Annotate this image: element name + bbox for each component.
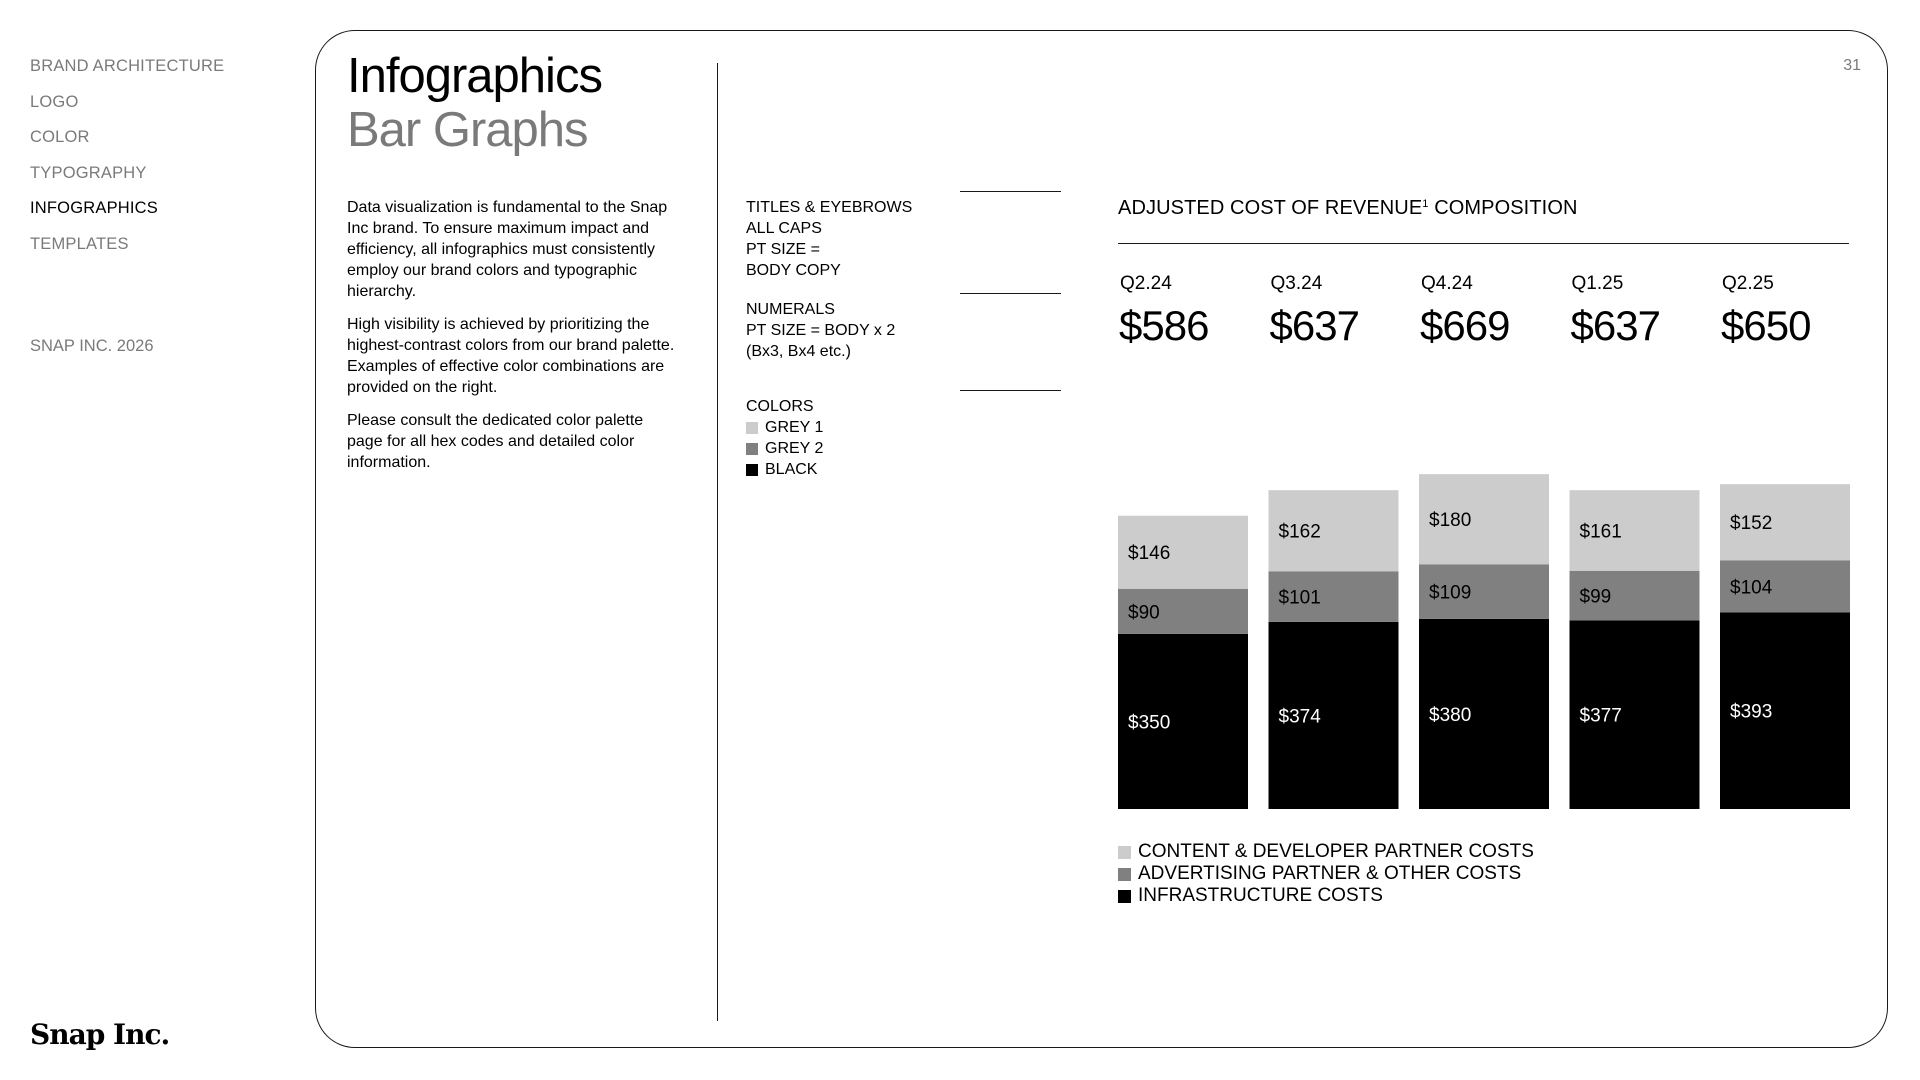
quarter-label: Q2.24 xyxy=(1120,273,1172,294)
legend-label: ADVERTISING PARTNER & OTHER COSTS xyxy=(1138,863,1522,884)
legend-swatch xyxy=(1118,846,1131,859)
legend-item xyxy=(1118,841,1534,863)
sidebar-item-typography[interactable]: TYPOGRAPHY xyxy=(30,163,147,182)
note-line: BODY COPY xyxy=(746,262,841,279)
sidebar-item-infographics[interactable]: INFOGRAPHICS xyxy=(30,199,158,217)
bar-data-label: $393 xyxy=(1730,701,1773,723)
sidebar-item-templates[interactable]: TEMPLATES xyxy=(30,234,129,253)
bar-data-label: $162 xyxy=(1278,521,1321,543)
sidebar-item-logo[interactable]: LOGO xyxy=(30,92,79,111)
quarter-label: Q4.24 xyxy=(1421,273,1473,294)
total-value: $669 xyxy=(1420,302,1510,349)
bar-data-label: $101 xyxy=(1278,587,1321,609)
total-value: $650 xyxy=(1721,302,1811,349)
total-value: $586 xyxy=(1119,302,1209,349)
bar-data-label: $109 xyxy=(1429,582,1472,604)
bar-data-label: $350 xyxy=(1128,712,1171,734)
legend-swatch xyxy=(1118,890,1131,903)
chart-title-text: ADJUSTED COST OF REVENUE xyxy=(1118,197,1423,219)
snap-inc-logo: Snap Inc. xyxy=(30,1018,170,1051)
legend-swatch xyxy=(1118,868,1131,881)
stacked-bar-chart xyxy=(316,31,1886,1046)
note-line: TITLES & EYEBROWS xyxy=(746,199,913,216)
sidebar-item-brand-architecture[interactable]: BRAND ARCHITECTURE xyxy=(30,57,225,75)
total-value: $637 xyxy=(1269,302,1359,349)
bar-data-label: $152 xyxy=(1730,513,1773,535)
note-line: NUMERALS xyxy=(746,301,835,318)
bar-data-label: $180 xyxy=(1429,510,1472,532)
color-label: GREY 1 xyxy=(765,419,824,436)
bar-data-label: $99 xyxy=(1579,586,1612,608)
page-number: 31 xyxy=(1843,57,1861,74)
bar-data-label: $377 xyxy=(1579,705,1622,727)
bar-data-label: $90 xyxy=(1128,602,1160,624)
page-title-sub: Bar Graphs xyxy=(347,103,588,157)
colors-heading: COLORS xyxy=(746,398,814,415)
chart-title-suffix: COMPOSITION xyxy=(1434,197,1578,219)
bar-data-label: $146 xyxy=(1128,543,1171,565)
legend-item xyxy=(1118,885,1534,907)
body-paragraph: High visibility is achieved by prioritizing the highest-contrast colors from our brand palette. Examples of effective color combinations are provided on the right. xyxy=(347,316,675,396)
sidebar-year: SNAP INC. 2026 xyxy=(30,337,154,355)
color-label: GREY 2 xyxy=(765,440,824,457)
total-value: $637 xyxy=(1570,302,1660,349)
quarter-label: Q1.25 xyxy=(1571,273,1624,294)
legend-item xyxy=(1118,863,1534,885)
body-paragraph: Please consult the dedicated color palette page for all hex codes and detailed color information. xyxy=(347,412,644,471)
note-line: (Bx3, Bx4 etc.) xyxy=(746,343,851,360)
bar-data-label: $374 xyxy=(1278,706,1321,728)
body-paragraph: Data visualization is fundamental to the Snap Inc brand. To ensure maximum impact and efficiency, all infographics must consistently employ our brand colors and typographic hierarchy. xyxy=(347,199,668,300)
page-title-main: Infographics xyxy=(347,49,602,103)
legend-label: INFRASTRUCTURE COSTS xyxy=(1138,885,1383,906)
note-line: PT SIZE = xyxy=(746,241,820,258)
sidebar-nav xyxy=(30,54,224,267)
bar-data-label: $161 xyxy=(1579,521,1622,543)
note-line: PT SIZE = BODY x 2 xyxy=(746,322,896,339)
sidebar-item-color[interactable]: COLOR xyxy=(30,128,90,146)
chart-legend xyxy=(1118,841,1534,907)
bar-data-label: $380 xyxy=(1429,704,1472,726)
color-label: BLACK xyxy=(765,461,818,478)
bar-data-label: $104 xyxy=(1730,577,1773,599)
sidebar xyxy=(30,0,290,1080)
legend-label: CONTENT & DEVELOPER PARTNER COSTS xyxy=(1138,841,1534,862)
quarter-label: Q3.24 xyxy=(1270,273,1323,294)
quarter-label: Q2.25 xyxy=(1722,273,1774,294)
content-panel xyxy=(315,30,1888,1048)
chart-title-superscript: 1 xyxy=(1422,198,1429,210)
note-line: ALL CAPS xyxy=(746,220,822,237)
